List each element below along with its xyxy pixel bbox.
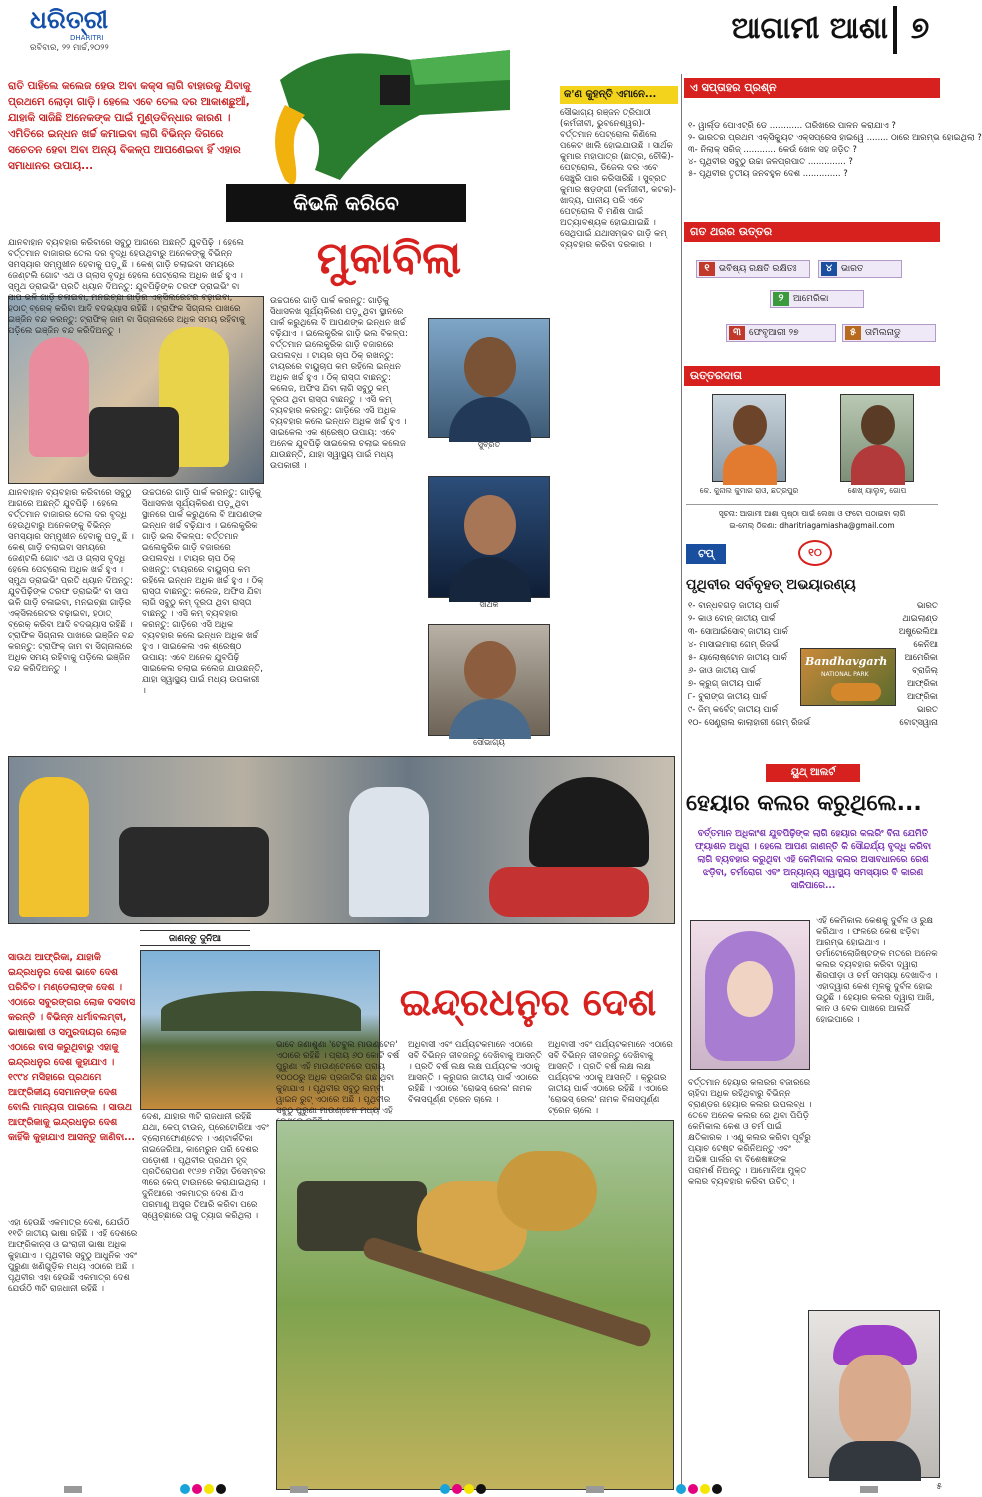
lead-body-col1: ଯାନବାହାନ ବ୍ୟବହାର କରିବାରେ ସବୁଠୁ ଆଗରେ ଅଛନ୍ତି ଯୁବପିଢ଼ି । ହେଲେ ବର୍ତ୍ତମାନ ବାଜାରର ତେଲ ଦର ବୃଦ୍ଧି ହେଉଥିବାରୁ ଅନେକଙ୍କୁ ବିଭିନ୍ନ ସମସ୍ୟାର ସମ୍ମୁଖୀନ ହେବାକୁ ପଡ଼ୁଛି । କେଶ୍ ଗାଡ଼ି ଚଲାଇବା ସମୟରେ ଜେଣ୍ଟଲି ଗୋଟ ଏଥ ଓ ଗ୍ଲାସ ବୃଦ୍ଧି ହେଲେ ପେଟ୍ରୋଲ ଅଧିକ ଖର୍ଚ୍ଚ ହୁଏ । ସ୍ମୁଥ ଡ୍ରାଇଭିଂ ପ୍ରତି ଧ୍ୟାନ ଦିଅନ୍ତୁ: ଯୁବପିଢ଼ିଙ୍କ ତରଫ ଡ୍ରାଇଭିଂ ବା ସାପ ଭଳି ଗାଡ଼ି ଚଳାଇବା, ମନଇଚ୍ଛା ଗାଡ଼ିର ଏକ୍ସିଲରେଟର ବଢ଼ାଇବା, ହଠାତ୍ ବ୍ରେକ୍ କରିବା ଆଦି ବଦଭ୍ୟାସ ରହିଛି । ଟ୍ରାଫିକ ସିଗ୍ନାଲ ପାଖରେ ଇଞ୍ଜିନ ବନ୍ଦ କରନ୍ତୁ: ଟ୍ରାଫିକ୍ ଜାମ ବା ସିଗ୍ନାଲରେ ଅଧିକ ସମୟ ରହିବାକୁ ପଡ଼ିଲେ ଇଞ୍ଜିନ ବନ୍ଦ କରିଦିଅନ୍ତୁ । [8, 238, 246, 336]
top10-item: ୧- ବାନ୍ଧବଗଡ଼ ଜାତୀୟ ପାର୍କ ଭାରତ [688, 601, 938, 611]
caption-soubhagya: ସୌଭାଗ୍ୟ [473, 738, 505, 747]
quiz-question: ୫- ପୃଥିବୀର ତୃତୀୟ ଜନବହୁଳ ଦେଶ .............. ? [688, 169, 848, 179]
top10-item: ୬- ଜାଓ ଜାତୀୟ ପାର୍କ ବ୍ରାଜିଲ୍ [688, 666, 938, 676]
quiz-question: ୨- ଭାରତର ପ୍ରଥମ ଏକ୍ସିକ୍ୟୁଟ ଏକ୍ସପ୍ରେସ ହାଇୱେ ........ ଠାରେ ଆରମ୍ଭ ହୋଇଥିଲା ? [688, 133, 982, 143]
answerers-header-label: ଉତ୍ତରଦାତା [690, 369, 743, 382]
photo-bandhavgarh [800, 648, 896, 706]
last-answers-header-label: ଗତ ଥରର ଉତ୍ତର [690, 225, 773, 238]
caption-sarthak: ସାର୍ଥକ [479, 600, 499, 609]
lead-kicker: କିଭଳି କରିବେ [226, 184, 466, 222]
lead-headline: ମୁକାବିଲା [316, 233, 462, 284]
hair-headline: ହେୟାର କଲର କରୁଥିଲେ... [686, 791, 922, 816]
lead-body-col2: ଉଚ୍ଚତାରେ ଗାଡ଼ି ପାର୍କ କରନ୍ତୁ: ଗାଡ଼ିକୁ ସିଧାସଳଖ ସୂର୍ଯ୍ୟକିରଣ ପଡ଼ୁଥିବା ସ୍ଥାନରେ ପାର୍କ କରୁଥିଲେ ବି ଆପଣଙ୍କ ଇନ୍ଧନ ଖର୍ଚ୍ଚ ବଢ଼ିଯାଏ । ଇଲେକ୍ଟ୍ରିକ ଗାଡ଼ି ଭଲ ବିକଳ୍ପ: ବର୍ତ୍ତମାନ ଇଲେକ୍ଟ୍ରିକ ଗାଡ଼ି ବଜାରରେ ଉପଲବ୍ଧ । ଟାୟର ଚାପ ଠିକ୍ ରଖନ୍ତୁ: ଟାୟରରେ ବାୟୁଚାପ କମ ରହିଲେ ଇନ୍ଧନ ଅଧିକ ଖର୍ଚ୍ଚ ହୁଏ । ଠିକ୍ ରାସ୍ତା ବାଛନ୍ତୁ: କଲେଜ, ଅଫିସ ଯିବା ଲାଗି ସବୁଠୁ କମ୍ ଦୂରତା ଥିବା ରାସ୍ତା ବାଛନ୍ତୁ । ଏସି କମ୍ ବ୍ୟବହାର କରନ୍ତୁ: ଗାଡ଼ିରେ ଏସି ଅଧିକ ବ୍ୟବହାର କଲେ ଇନ୍ଧନ ଅଧିକ ଖର୍ଚ୍ଚ ହୁଏ । ସାଇକେଲ ଏକ ଶ୍ରେଷ୍ଠ ଉପାୟ: ଏବେ ଅନେକ ଯୁବପିଢ଼ି ସାଇକେଲ ଚଲାଇ କଲେଜ ଯାଉଛନ୍ତି, ଯାହା ସ୍ୱାସ୍ଥ୍ୟ ପାଇଁ ମଧ୍ୟ ଉପକାରୀ । [270, 296, 408, 471]
rainbow-headline: ଇନ୍ଦ୍ରଧନୁର ଦେଶ [399, 980, 657, 1024]
top10-tag: ଟପ୍ [686, 544, 726, 564]
photo-purple-hair-man [808, 1310, 940, 1478]
photo-purple-hair-woman [690, 920, 810, 1070]
rainbow-body-col3: ଭାବେ ଜଣାଶୁଣା 'ଟେବୁଲ ମାଉଣ୍ଟେନ' ଏଠାରେ ରହିଛି । ପ୍ରାୟ ୬୦ କୋଟି ବର୍ଷ ପୁରୁଣା ଏହି ମାଉଣ୍ଟେନରେ ପ୍ରାୟ ୧୦୦୦ରୁ ଅଧିକ ପ୍ରଜାତିର ଗଛ ଥିବା କୁହାଯାଏ । ପୃଥିବୀର ସବୁଠୁ ଲମ୍ବା ୱାଇନ ରୁଟ୍ ଏଠାରେ ଅଛି । ପୃଥିବୀର ସବୁଠୁ ପୁରୁଣା ମାଉଣ୍ଟେନ ମଧ୍ୟ ଏହି [276, 1040, 400, 1116]
rainbow-body-col1: ଏହା ହେଉଛି ଏକମାତ୍ର ଦେଶ, ଯେଉଁଠି ୧୧ଟି ଜାତୀୟ ଭାଷା ରହିଛି । ଏହି ଦେଶରେ ଆଫ୍ରିକାନ୍ସ ଓ ଇଂରାଜୀ ଭାଷା ଅଧିକ କୁହାଯାଏ । ପୃଥିବୀର ସବୁଠୁ ଆଧୁନିକ ଏବଂ ପୁରୁଣା ଖଣିଗୁଡ଼ିକ ମଧ୍ୟ ଏଠାରେ ଅଛି । ପୃଥିବୀର ଏହା ହେଉଛି ଏକମାତ୍ର ଦେଶ ଯେଉଁଠି ୩ଟି ରାଜଧାନୀ ରହିଛି । [8, 1218, 138, 1294]
rainbow-body-col4: ଅଧିବାସୀ ଏବଂ ପର୍ଯ୍ୟଟକମାନେ ଏଠାରେ ସବି ବିଭିନ୍ନ ଜୀବଜନ୍ତୁ ଦେଖିବାକୁ ଆସନ୍ତି । ପ୍ରତି ବର୍ଷ ଲକ୍ଷ ଲକ୍ଷ ପର୍ଯ୍ୟଟକ ଏଠାକୁ ଆସନ୍ତି । କ୍ରୁଗର ଜାତୀୟ ପାର୍କ ଏଠାରେ ରହିଛି । ଏଠାରେ 'ରୋଭସ୍ ରେଲ' ନାମକ ବିଳାସପୂର୍ଣ୍ଣ ଟ୍ରେନ ଚାଲେ । [408, 1040, 542, 1105]
dateline: ରବିବାର, ୨୨ ମାର୍ଚ୍ଚ,୨୦୨୨ [30, 43, 109, 53]
notice-line-2: ଇ-ମେଲ୍ ଠିକଣା: dharitriagamiasha@gmail.com [729, 521, 895, 530]
bandhavgarh-sublabel: NATIONAL PARK [821, 671, 869, 678]
logo-sub: DHARITRI [70, 34, 104, 42]
photo-answerer-1 [712, 394, 786, 482]
rainbow-body-col2: ଦେଶ, ଯାହାର ୩ଟି ରାଜଧାନୀ ରହିଛି ଯଥା, କେପ୍ ଟାଉନ୍, ପ୍ରେଟୋରିଆ ଏବଂ ବ୍ଲୋମଫୋଣ୍ଟେନ । ଏଣ୍ଟାର୍କଟିକା ନାଇଜେରିଆ, କାମେରୁନ ପରି ଦେଶର ପଡ଼ୋଶୀ । ପୃଥିବୀର ପ୍ରଥମ ହୃଦ୍ ପ୍ରତିରୋପଣ ୧୯୬୭ ମସିହା ଡିସେମ୍ବର ୩ରେ କେପ୍ ଟାଉନରେ କରାଯାଇଥିଲା । ଦୁନିଆରେ ଏକମାତ୍ର ଦେଶ ଯିଏ ପରମାଣୁ ଅସ୍ତ୍ର ତିଆରି କରିବା ପରେ ସ୍ୱେଚ୍ଛାରେ ତାକୁ ତ୍ୟାଗ କରିଥିଲା । [142, 1112, 269, 1221]
caption-subrat: ସୁବ୍ରତ [477, 440, 501, 449]
top10-number: ୧୦ [798, 540, 832, 566]
photo-safari-leopards [276, 1120, 674, 1490]
hair-body-a: ଏହି କେମିକାଲ କେଶକୁ ଦୁର୍ବଳ ଓ ରୁକ୍ଷ କରିଥାଏ । ଫଳରେ କେଶ ଝଡ଼ିବା ଆରମ୍ଭ ହୋଇଥାଏ । ଡର୍ମାଟୋଲୋଜିଷ୍ଟଙ୍କ ମତରେ ଅନେକ କଲର ବ୍ୟବହାର କରିବା ଦ୍ୱାରା ଶିରପୀଡ଼ା ଓ ଚର୍ମ ସମସ୍ୟା ଦେଖାଦିଏ । ଏହାଦ୍ୱାରା କେଶ ମୂଳକୁ ଦୁର୍ବଳ ହୋଇ ଉଠୁଛି । ହେୟାର କଲର ଦ୍ୱାରା ଆଖି, କାନ ଓ ବେକ ପାଖରେ ଆଲର୍ଜି ହୋଇପାରେ । [816, 916, 938, 1025]
answer-box: ୧ ଭବିଷ୍ୟ ରକ୍ଷତି ରକ୍ଷିତଃ [696, 260, 810, 278]
rainbow-body-col5: ଅଧିବାସୀ ଏବଂ ପର୍ଯ୍ୟଟକମାନେ ଏଠାରେ ସବି ବିଭିନ୍ନ ଜୀବଜନ୍ତୁ ଦେଖିବାକୁ ଆସନ୍ତି । ପ୍ରତି ବର୍ଷ ଲକ୍ଷ ଲକ୍ଷ ପର୍ଯ୍ୟଟକ ଏଠାକୁ ଆସନ୍ତି । କ୍ରୁଗର ଜାତୀୟ ପାର୍କ ଏଠାରେ ରହିଛି । ଏଠାରେ 'ରୋଭସ୍ ରେଲ' ନାମକ ବିଳାସପୂର୍ଣ୍ଣ ଟ୍ରେନ ଚାଲେ । [548, 1040, 673, 1116]
quiz-header [684, 78, 940, 98]
top10-item: ୩- ସୋଆଇଁସୋବ୍ ଜାତୀୟ ପାର୍କ ଅଷ୍ଟ୍ରେଲିଆ [688, 627, 938, 637]
opinions-header: କ'ଣ କୁହନ୍ତି ଏମାନେ... [560, 86, 678, 104]
top10-item: ୮- ବୁରାଙ୍ଗ ଜାତୀୟ ପାର୍କ ଆଫ୍ରିକା [688, 692, 938, 702]
opinions-body: ସୌଭାଗ୍ୟ ରଞ୍ଜନ ତ୍ରିପାଠୀ (କର୍ମଜୀବୀ, ଭୁବନେଶ୍ୱର)- ବର୍ତ୍ତମାନ ପେଟ୍ରୋଲ କିଣିଲେ ପକେଟ ଖାଲି ହୋଇଯାଉଛି । ସାର୍ଥକ କୁମାର ମହାପାତ୍ର (ଛାତ୍ର, ଚୌକି)- ପେଟ୍ରୋଲ, ଡିଜେଲ ଦର ଏବେ ସେଞ୍ଚୁରି ପାର କରିସାରିଛି । ସୁବ୍ରତ କୁମାର ଷଡ଼ଙ୍ଗୀ (କର୍ମଜୀବୀ, କଟକ)- ଖାଦ୍ୟ, ପାନୀୟ ପରି ଏବେ ପେଟ୍ରୋଲ ବି ମଣିଷ ପାଇଁ ଅତ୍ୟାବଶ୍ୟକ ହୋଇଯାଇଛି । ସେଥିପାଇଁ ଯଥାସମ୍ଭବ ଗାଡ଼ି କମ୍ ବ୍ୟବହାର କରିବା ଦରକାର । [560, 108, 676, 250]
answer-box: ୩ ଫେବୃଆରୀ ୨୭ [726, 324, 836, 342]
hair-intro: ବର୍ତ୍ତମାନ ଅଧିକାଂଶ ଯୁବପିଢ଼ିଙ୍କ ଲାଗି ହେୟାର କଲରିଂ ବିନା ଯେମିତି ଫ୍ୟାଶନ ଅଧୁରା । ହେଲେ ଆପଣ ଜାଣନ୍ତି କି ସୌନ୍ଦର୍ଯ୍ୟ ବୃଦ୍ଧି କରିବା ଲାଗି ବ୍ୟବହାର କରୁଥିବା ଏହି କେମିକାଲ କଲର ଅସାବଧାନରେ ରେଶ ଝଡ଼ିବା, ଚର୍ମରୋଗ ଏବଂ ଅନ୍ୟାନ୍ୟ ସ୍ୱାସ୍ଥ୍ୟ ସମସ୍ୟାର ବି କାରଣ ସାଜିପାରେ... [694, 829, 932, 891]
hair-body-b: ବର୍ତ୍ତମାନ ହେୟାର କଲରର ବଜାରରେ ଚାହିଦା ଅଧିକ ରହିଥିବାରୁ ବିଭିନ୍ନ ବ୍ରାଣ୍ଡର ହେୟାର କଲର ଉପଲବ୍ଧ । ତେବେ ଅନେକ କଲର ରେ ଥିବା ପିପିଡ଼ି କେମିକାଲ କେଶ ଓ ଚର୍ମ ପାଇଁ କ୍ଷତିକାରକ । ଏଣୁ କଲର କରିବା ପୂର୍ବରୁ ପ୍ୟାଚ ଟେଷ୍ଟ କରିନିଅନ୍ତୁ ଏବଂ ଅଭିଜ୍ଞ ପାର୍ଲର ବା ବିଶେଷଜ୍ଞଙ୍କ ପରାମର୍ଶ ନିଅନ୍ତୁ । ଆମୋନିଆ ମୁକ୍ତ କଲର ବ୍ୟବହାର କରିବା ଉଚିତ୍ । [688, 1078, 812, 1187]
rainbow-tag: ଜାଣନ୍ତୁ ଦୁନିଆ [140, 930, 250, 946]
quiz-question: ୩- ନିଲାକ୍ ସରିଜ୍ ............ କେଉଁ ଖେଳ ସହ ଜଡ଼ିତ ? [688, 145, 857, 155]
quiz-question: ୧- ୱାର୍ଲ୍ଡ ପୋଏଟ୍ରି ଡେ ............ ତାରିଖରେ ପାଳନ କରାଯାଏ ? [688, 121, 896, 131]
top10-item: ୭- କ୍ରୁଗ୍ ଜାତୀୟ ପାର୍କ ଆଫ୍ରିକା [688, 679, 938, 689]
footer-page-marker: ୫ [936, 1482, 942, 1492]
lead-intro: ରାତି ପାହିଲେ କଲେଜ ହେଉ ଅବା କକ୍ସ ଲାଗି ବାହାରକୁ ଯିବାକୁ ପ୍ରଥମେ ଲୋଡ଼ା ଗାଡ଼ି। ହେଲେ ଏବେ ତେଲ ଦର ଆକାଶଛୁଆଁ, ଯାହାକି ସାଜିଛି ଅନେକଙ୍କ ପାଇଁ ମୁଣ୍ଡବିନ୍ଧାର କାରଣ । ଏମିତିରେ ଇନ୍ଧନ ଖର୍ଚ୍ଚ କମାଇବା ଲାଗି ବିଭିନ୍ନ ଦିଗରେ ସଚେତନ ହେବା ଅବା ଅନ୍ୟ ବିକଳ୍ପ ଆପଣେଇବା ହିଁ ଏହାର ସମାଧାନର ଉପାୟ... [8, 80, 251, 172]
answer-box: ୨ ଆମେରିକା [770, 290, 864, 308]
page-number: ୭ [910, 11, 930, 46]
lead-body-col2b: ଉଚ୍ଚତାରେ ଗାଡ଼ି ପାର୍କ କରନ୍ତୁ: ଗାଡ଼ିକୁ ସିଧାସଳଖ ସୂର୍ଯ୍ୟକିରଣ ପଡ଼ୁଥିବା ସ୍ଥାନରେ ପାର୍କ କରୁଥିଲେ ବି ଆପଣଙ୍କ ଇନ୍ଧନ ଖର୍ଚ୍ଚ ବଢ଼ିଯାଏ । ଇଲେକ୍ଟ୍ରିକ ଗାଡ଼ି ଭଲ ବିକଳ୍ପ: ବର୍ତ୍ତମାନ ଇଲେକ୍ଟ୍ରିକ ଗାଡ଼ି ବଜାରରେ ଉପଲବ୍ଧ । ଟାୟର ଚାପ ଠିକ୍ ରଖନ୍ତୁ: ଟାୟରରେ ବାୟୁଚାପ କମ ରହିଲେ ଇନ୍ଧନ ଅଧିକ ଖର୍ଚ୍ଚ ହୁଏ । ଠିକ୍ ରାସ୍ତା ବାଛନ୍ତୁ: କଲେଜ, ଅଫିସ ଯିବା ଲାଗି ସବୁଠୁ କମ୍ ଦୂରତା ଥିବା ରାସ୍ତା ବାଛନ୍ତୁ । ଏସି କମ୍ ବ୍ୟବହାର କରନ୍ତୁ: ଗାଡ଼ିରେ ଏସି ଅଧିକ ବ୍ୟବହାର କଲେ ଇନ୍ଧନ ଅଧିକ ଖର୍ଚ୍ଚ ହୁଏ । ସାଇକେଲ ଏକ ଶ୍ରେଷ୍ଠ ଉପାୟ: ଏବେ ଅନେକ ଯୁବପିଢ଼ି ସାଇକେଲ ଚଲାଇ କଲେଜ ଯାଉଛନ୍ତି, ଯାହା ସ୍ୱାସ୍ଥ୍ୟ ପାଇଁ ମଧ୍ୟ ଉପକାରୀ । [142, 488, 264, 696]
column-divider [681, 74, 682, 1494]
photo-subrat [428, 318, 550, 438]
hair-tag: ୟୁଥ୍ ଆଲର୍ଟ [766, 764, 860, 782]
logo: ଧରିତ୍ରୀ [30, 5, 109, 34]
bandhavgarh-label: Bandhavgarh [805, 655, 888, 668]
quiz-questions [688, 120, 982, 216]
top10-item: ୪- ମାସାଇମାରା ଗେମ୍ ରିଜର୍ଭ କେନିଆ [688, 640, 938, 650]
answer-box: ୪ ଭାରତ [818, 260, 902, 278]
lead-body-col1b: ଯାନବାହାନ ବ୍ୟବହାର କରିବାରେ ସବୁଠୁ ଆଗରେ ଅଛନ୍ତି ଯୁବପିଢ଼ି । ହେଲେ ବର୍ତ୍ତମାନ ବାଜାରର ତେଲ ଦର ବୃଦ୍ଧି ହେଉଥିବାରୁ ଅନେକଙ୍କୁ ବିଭିନ୍ନ ସମସ୍ୟାର ସମ୍ମୁଖୀନ ହେବାକୁ ପଡ଼ୁଛି । କେଶ୍ ଗାଡ଼ି ଚଲାଇବା ସମୟରେ ଜେଣ୍ଟଲି ଗୋଟ ଏଥ ଓ ଗ୍ଲାସ ବୃଦ୍ଧି ହେଲେ ପେଟ୍ରୋଲ ଅଧିକ ଖର୍ଚ୍ଚ ହୁଏ । ସ୍ମୁଥ ଡ୍ରାଇଭିଂ ପ୍ରତି ଧ୍ୟାନ ଦିଅନ୍ତୁ: ଯୁବପିଢ଼ିଙ୍କ ତରଫ ଡ୍ରାଇଭିଂ ବା ସାପ ଭଳି ଗାଡ଼ି ଚଳାଇବା, ମନଇଚ୍ଛା ଗାଡ଼ିର ଏକ୍ସିଲରେଟର ବଢ଼ାଇବା, ହଠାତ୍ ବ୍ରେକ୍ କରିବା ଆଦି ବଦଭ୍ୟାସ ରହିଛି । ଟ୍ରାଫିକ ସିଗ୍ନାଲ ପାଖରେ ଇଞ୍ଜିନ ବନ୍ଦ କରନ୍ତୁ: ଟ୍ରାଫିକ୍ ଜାମ ବା ସିଗ୍ନାଲରେ ଅଧିକ ସମୟ ରହିବାକୁ ପଡ଼ିଲେ ଇଞ୍ଜିନ ବନ୍ଦ କରିଦିଅନ୍ତୁ । [8, 488, 134, 674]
top10-title: ପୃଥିବୀର ସର୍ବବୃହତ୍ ଅଭୟାରଣ୍ୟ [686, 577, 856, 593]
top10-item: ୯- ଜିମ୍ କର୍ବେଟ୍ ଜାତୀୟ ପାର୍କ ଭାରତ [688, 705, 938, 715]
top10-item: ୨- କାଓ ବୋନ୍ ଜାତୀୟ ପାର୍କ ଥାଇଲାଣ୍ଡ [688, 614, 938, 624]
submission-notice [686, 504, 938, 534]
notice-line-1: ସୂଚନା: ଆଗାମୀ ଆଶା ପୃଷ୍ଠା ପାଇଁ ଲେଖା ଓ ଫଟୋ ପଠାଇବା ଲାଗି [718, 509, 906, 518]
footer-bar [0, 1482, 945, 1497]
photo-soubhagya [428, 624, 550, 736]
quiz-question: ୪- ପୃଥିବୀର ସବୁଠୁ ଉଚ୍ଚା ଜଳପ୍ରପାତ .............. ? [688, 157, 853, 167]
quiz-header-label: ଏ ସପ୍ତାହର ପ୍ରଶ୍ନ [690, 81, 777, 94]
section-title: ଆଗାମୀ ଆଶା [731, 11, 888, 46]
photo-petrol-station-wide [8, 756, 675, 924]
answerers-header [684, 366, 940, 386]
top10-item: ୫- ୟାଲୋଷ୍ଟୋନ ଜାତୀୟ ପାର୍କ ଆମେରିକା [688, 653, 938, 663]
fuel-nozzle-graphic [260, 20, 525, 200]
masthead-divider [893, 6, 897, 54]
answerer-2-name: ଶେଖ୍ ୟାଲୁବ୍, ଗୋପ [847, 486, 907, 495]
last-answers-header [684, 222, 940, 242]
answerer-1-name: କେ. କୁନାଲ କୁମାର ରାଓ, ଛତ୍ରପୁର [699, 486, 799, 495]
photo-sarthak [428, 476, 550, 598]
top10-item: ୧୦- ସେଣ୍ଟ୍ରାଲ କାଲାହାରୀ ଗେମ୍ ରିଜର୍ଭ ବୋଟ୍ସୱାନା [688, 718, 938, 728]
answer-box: ୫ ତାମିଲନାଡୁ [842, 324, 936, 342]
photo-answerer-2 [840, 394, 914, 482]
rainbow-intro: ସାଉଥ ଆଫ୍ରିକା, ଯାହାକି ଇନ୍ଦ୍ରଧନୁର ଦେଶ ଭାବେ ଦେଶ ପରିଚିତ। ମଣ୍ଡେଲାଙ୍କ ଦେଶ । ଏଠାରେ ସବୁରଙ୍ଗର ଲୋକ ବସବାସ କରନ୍ତି । ବିଭିନ୍ନ ଧର୍ମାବଲମ୍ବୀ, ଭାଷାଭାଷୀ ଓ ସମ୍ପ୍ରଦାୟର ଲୋକ ଏଠାରେ ବାସ କରୁଥିବାରୁ ଏହାକୁ ଇନ୍ଦ୍ରଧନୁର ଦେଶ କୁହାଯାଏ । ୧୯୯୪ ମସିହାରେ ପ୍ରଥମେ ଆଫ୍ରିକୀୟ ସେମାନଙ୍କ ଦେଶ ବୋଲି ମାନ୍ୟତା ପାଇଲେ । ସାଉଥ ଆଫ୍ରିକାକୁ ଇନ୍ଦ୍ରଧନୁର ଦେଶ କାହିଁକି କୁହାଯାଏ ଆସନ୍ତୁ ଜାଣିବା... [8, 952, 136, 1143]
